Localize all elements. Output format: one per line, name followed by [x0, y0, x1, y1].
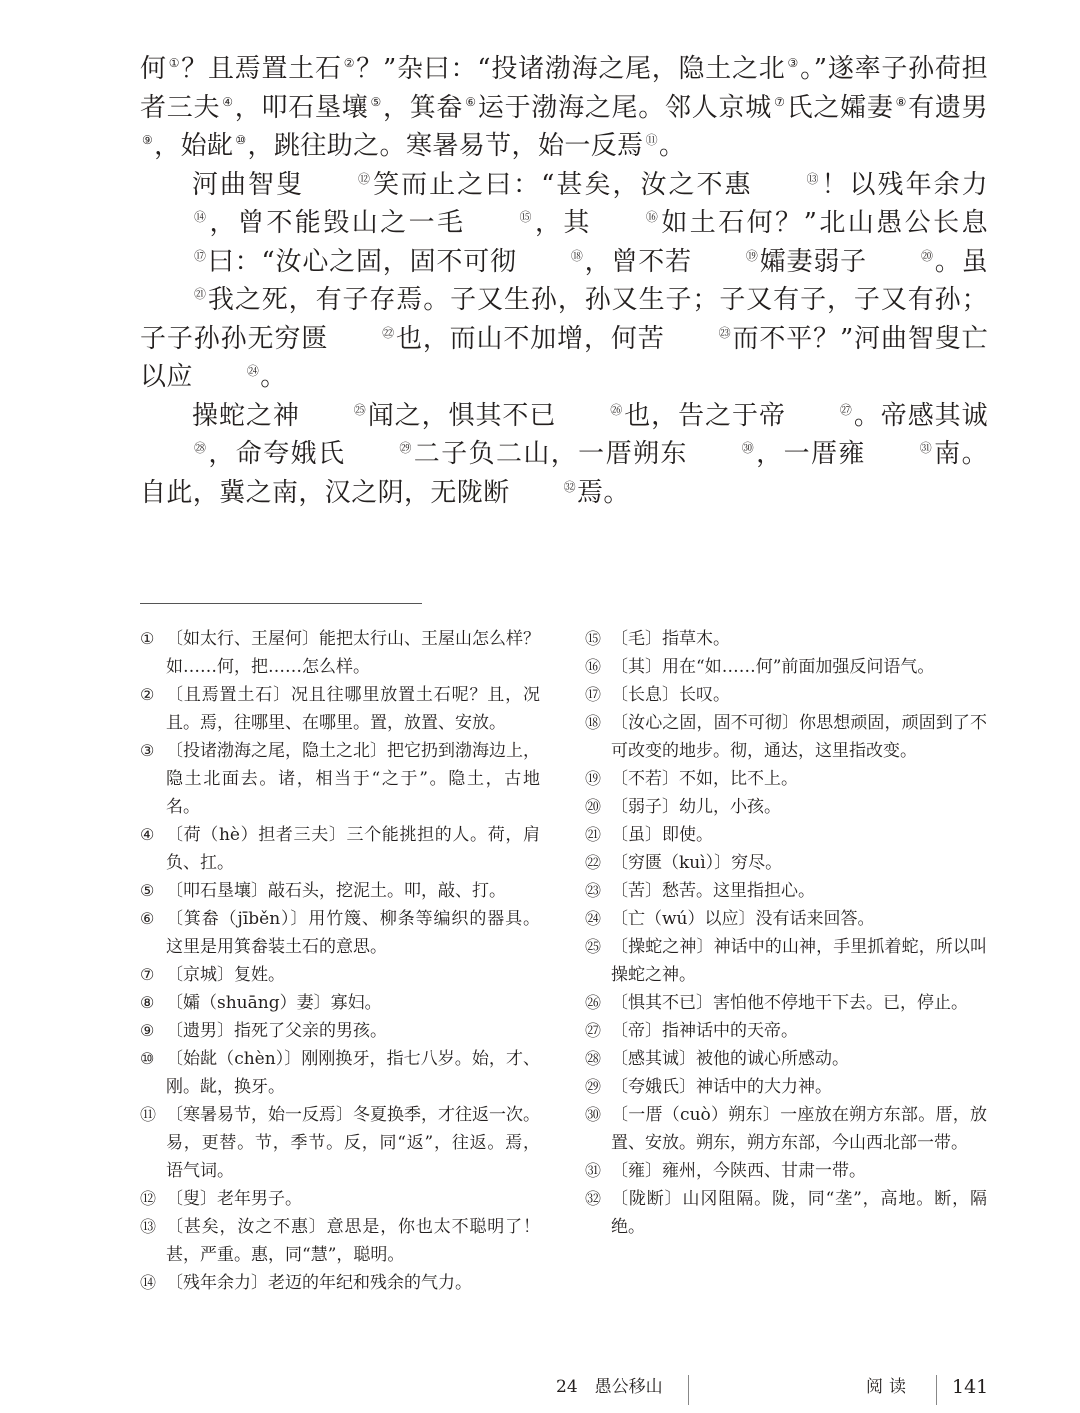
footnote-text: 〔京城〕复姓。 — [166, 965, 285, 985]
footnote-reference: ㉕ — [353, 402, 367, 417]
footnote-number: ⑤ — [140, 881, 155, 900]
footnote-number: ⑯ — [585, 657, 602, 676]
footnote-reference: ㉔ — [246, 364, 260, 379]
footnote-reference: ㉙ — [399, 441, 412, 456]
footnote — [585, 933, 987, 989]
text-run: 。 — [260, 362, 287, 392]
footnote-reference: ㉑ — [194, 287, 207, 302]
footnote-reference: ⑯ — [645, 210, 659, 225]
footnote — [585, 1101, 987, 1157]
text-run: 我之死，有子存焉。子又生孙，孙又生子；子又有子，子又有孙；子子孙孙无穷匮 — [140, 285, 988, 354]
footer-separator — [936, 1375, 937, 1405]
footnote-reference: ③ — [787, 56, 799, 71]
footnote — [585, 989, 987, 1017]
footnote — [585, 681, 987, 709]
footnote-text: 〔孀（shuāng）妻〕寡妇。 — [166, 993, 382, 1013]
footnote — [140, 1045, 540, 1101]
footer-separator — [688, 1375, 689, 1405]
footnote — [585, 849, 987, 877]
text-run: 焉。 — [577, 477, 630, 508]
footnote-text: 〔寒暑易节，始一反焉〕冬夏换季，才往返一次。易，更替。节，季节。反，同“返”，往返。焉，语气词。 — [166, 1105, 540, 1181]
footnote-reference: ⑳ — [920, 248, 934, 263]
footnote-number: ③ — [140, 741, 155, 760]
footnote-reference: ⑩ — [235, 133, 247, 148]
footnote-number: ⑱ — [585, 713, 602, 732]
paragraph — [140, 50, 988, 166]
footnote-number: ④ — [140, 825, 155, 844]
footnote — [585, 1045, 987, 1073]
footnote-reference: ② — [343, 56, 355, 71]
footnote-text: 〔操蛇之神〕神话中的山神，手里抓着蛇，所以叫操蛇之神。 — [611, 937, 987, 985]
footnote-text: 〔甚矣，汝之不惠〕意思是，你也太不聪明了！甚，严重。惠，同“慧”，聪明。 — [166, 1217, 540, 1265]
text-run: 氏之孀妻 — [786, 92, 894, 123]
footnote-number: ㉗ — [585, 1021, 602, 1040]
footnote-reference: ㉚ — [741, 441, 755, 456]
footnote — [140, 961, 540, 989]
text-run: 孀妻弱子 — [759, 246, 867, 277]
footnotes-left-column — [140, 625, 540, 1297]
text-run: ，命夸娥氏 — [207, 439, 346, 469]
footnote-text: 〔叩石垦壤〕敲石头，挖泥土。叩，敲、打。 — [166, 881, 506, 901]
footnote-number: ⑲ — [585, 769, 602, 788]
footnote-reference: ㉗ — [839, 402, 853, 417]
footnote-text: 〔穷匮（kuì）〕穷尽。 — [611, 853, 783, 873]
footnote-reference: ㉜ — [563, 479, 577, 494]
footnote — [585, 625, 987, 653]
footnote-number: ⑨ — [140, 1021, 155, 1040]
section-name: 阅读 — [866, 1377, 912, 1397]
footnote-number: ⑳ — [585, 797, 602, 816]
footnote-text: 〔荷（hè）担者三夫〕三个能挑担的人。荷，肩负、扛。 — [166, 825, 540, 873]
footnote-number: ㉔ — [585, 909, 602, 928]
footnote-reference: ⑧ — [895, 94, 907, 109]
footnote-text: 〔虽〕即使。 — [611, 825, 713, 845]
footnote-text: 〔惧其不已〕害怕他不停地干下去。已，停止。 — [611, 993, 968, 1013]
paragraph — [140, 397, 988, 513]
footnote — [140, 905, 540, 961]
text-run: 南。自此，冀之南，汉之阴，无陇断 — [140, 439, 988, 508]
text-run: 笑而止之曰：“甚矣，汝之不惠 — [371, 169, 753, 200]
footnote-number: ㉓ — [585, 881, 602, 900]
text-run: ？”杂曰：“投诸渤海之尾，隐土之北 — [355, 54, 786, 84]
footnote-number: ⑦ — [140, 965, 155, 984]
footnote-number: ⑫ — [140, 1189, 157, 1208]
text-run: 操蛇之神 — [192, 400, 300, 431]
footnote — [140, 821, 540, 877]
text-run: 如土石何？”北山愚公长息 — [659, 208, 988, 238]
footnote-reference: ④ — [222, 94, 234, 109]
footnote-number: ⑭ — [140, 1273, 157, 1292]
footnote-text: 〔感其诚〕被他的诚心所感动。 — [611, 1049, 849, 1069]
text-run: ，跳往助之。寒暑易节，始一反焉 — [247, 131, 644, 161]
footnote-text: 〔投诸渤海之尾，隐土之北〕把它扔到渤海边上，隐土北面去。诸，相当于“之于”。隐土，古地名。 — [166, 741, 540, 817]
footnote-number: ㉘ — [585, 1049, 602, 1068]
footnote — [140, 1213, 540, 1269]
footnote-text: 〔遗男〕指死了父亲的男孩。 — [166, 1021, 387, 1041]
footnote-text: 〔叟〕老年男子。 — [166, 1189, 302, 1209]
footnote-text: 〔苦〕愁苦。这里指担心。 — [611, 881, 815, 901]
footnote-divider — [140, 603, 422, 604]
footnote — [140, 1185, 540, 1213]
footnote-reference: ⑱ — [570, 248, 584, 263]
footnote — [585, 1017, 987, 1045]
footnote — [585, 905, 987, 933]
footnote-reference: ⑮ — [519, 210, 532, 225]
footnote-text: 〔亡（wú）以应〕没有话来回答。 — [611, 909, 875, 929]
footnote-reference: ⑰ — [194, 248, 207, 263]
footnote-text: 〔陇断〕山冈阻隔。陇，同“垄”，高地。断，隔绝。 — [611, 1189, 987, 1237]
footnote — [585, 1073, 987, 1101]
footnote-reference: ⑤ — [370, 94, 382, 109]
footnote — [140, 681, 540, 737]
footnote-number: ⑰ — [585, 685, 602, 704]
main-text — [140, 50, 988, 512]
footnote — [140, 1269, 540, 1297]
text-run: ，箕畚 — [382, 92, 464, 123]
text-run: 。虽 — [934, 246, 988, 277]
text-run: 二子负二山，一厝朔东 — [412, 439, 688, 469]
footnote — [140, 1101, 540, 1185]
footnote — [585, 1185, 987, 1241]
footnote-text: 〔其〕用在“如……何”前面加强反问语气。 — [611, 657, 935, 677]
footnote-reference: ⑨ — [142, 133, 154, 148]
footnote-number: ㉜ — [585, 1189, 602, 1208]
footnote — [585, 877, 987, 905]
footnote — [140, 737, 540, 821]
page-footer — [0, 1375, 1080, 1405]
footnote-number: ㉖ — [585, 993, 602, 1012]
footnote-text: 〔残年余力〕老迈的年纪和残余的气力。 — [166, 1273, 472, 1293]
footnote-text: 〔弱子〕幼儿，小孩。 — [611, 797, 781, 817]
text-run: 而不平？”河曲智叟亡以应 — [140, 323, 988, 392]
text-run: ，叩石垦壤 — [234, 92, 369, 123]
footnote-number: ① — [140, 629, 155, 648]
footnote-number: ㉕ — [585, 937, 602, 956]
footnote-reference: ㉒ — [382, 325, 395, 340]
text-run: 有遗男 — [907, 92, 988, 123]
text-run: 。帝感其诚 — [853, 400, 988, 431]
footnote-number: ㉚ — [585, 1105, 602, 1124]
text-run: 闻之，惧其不已 — [367, 400, 557, 431]
page-number: 141 — [952, 1376, 989, 1398]
footnote-text: 〔夸娥氏〕神话中的大力神。 — [611, 1077, 832, 1097]
footnote-reference: ① — [168, 56, 180, 71]
footnote — [140, 989, 540, 1017]
footnote-number: ⑧ — [140, 993, 155, 1012]
footnote — [140, 625, 540, 681]
footnote-reference: ㉓ — [718, 325, 732, 340]
footnote-reference: ⑦ — [774, 94, 786, 109]
footnote — [140, 877, 540, 905]
footnote — [585, 653, 987, 681]
footnote-reference: ⑪ — [645, 133, 658, 148]
footnote-reference: ⑬ — [806, 171, 819, 186]
text-run: ，曾不能毁山之一毛 — [207, 208, 466, 238]
footnote-number: ㉛ — [585, 1161, 602, 1180]
footnote-text: 〔如太行、王屋何〕能把太行山、王屋山怎么样？如……何，把……怎么样。 — [166, 629, 540, 677]
text-run: 河曲智叟 — [192, 169, 305, 200]
paragraph — [140, 166, 988, 397]
text-run: ！以残年余力 — [819, 169, 988, 200]
footnote-reference: ⑭ — [194, 210, 207, 225]
text-run: ，始龀 — [154, 131, 234, 161]
footnote-number: ⑮ — [585, 629, 602, 648]
text-run: ，曾不若 — [584, 246, 692, 277]
text-run: 运于渤海之尾。邻人京城 — [477, 92, 773, 123]
footnote-number: ㉒ — [585, 853, 602, 872]
text-run: 也，而山不加增，何苦 — [395, 323, 665, 354]
text-run: 何 — [140, 54, 167, 84]
footnote — [585, 1157, 987, 1185]
text-run: 曰：“汝心之固，固不可彻 — [207, 246, 517, 277]
footnotes-right-column — [585, 625, 987, 1241]
footnote-reference: ㉘ — [194, 441, 207, 456]
footnote-text: 〔长息〕长叹。 — [611, 685, 730, 705]
footnote-number: ㉙ — [585, 1077, 602, 1096]
footnote-text: 〔始龀（chèn）〕刚刚换牙，指七八岁。始，才、刚。龀，换牙。 — [166, 1049, 540, 1097]
footnote — [585, 821, 987, 849]
text-run: 。”遂率子孙荷担者三夫 — [140, 54, 988, 123]
text-run: 。 — [658, 131, 686, 161]
footnote — [140, 1017, 540, 1045]
footnote — [585, 709, 987, 765]
footnote-text: 〔汝心之固，固不可彻〕你思想顽固，顽固到了不可改变的地步。彻，通达，这里指改变。 — [611, 713, 987, 761]
text-run: 也，告之于帝 — [623, 400, 786, 431]
footnote-text: 〔毛〕指草木。 — [611, 629, 730, 649]
text-run: ，一厝雍 — [755, 439, 866, 469]
footnote-reference: ⑥ — [465, 94, 477, 109]
footnote-reference: ⑲ — [745, 248, 759, 263]
footnote-text: 〔且焉置土石〕况且往哪里放置土石呢？且，况且。焉，往哪里、在哪里。置，放置、安放。 — [166, 685, 540, 733]
footnote-text: 〔一厝（cuò）朔东〕一座放在朔方东部。厝，放置、安放。朔东，朔方东部，今山西北部一带。 — [611, 1105, 987, 1153]
footnote-reference: ㉖ — [610, 402, 623, 417]
footnote-number: ⑩ — [140, 1049, 155, 1068]
text-run: ？且焉置土石 — [180, 54, 342, 84]
footnote-number: ② — [140, 685, 155, 704]
footnote-text: 〔不若〕不如，比不上。 — [611, 769, 798, 789]
footnote-number: ⑬ — [140, 1217, 157, 1236]
footnote — [585, 793, 987, 821]
footnote-reference: ⑫ — [358, 171, 371, 186]
footnote — [585, 765, 987, 793]
footnote-number: ⑥ — [140, 909, 155, 928]
footnote-text: 〔雍〕雍州，今陕西、甘肃一带。 — [611, 1161, 866, 1181]
footnote-text: 〔箕畚（jīběn）〕用竹篾、柳条等编织的器具。这里是用箕畚装土石的意思。 — [166, 909, 540, 957]
text-run: ，其 — [532, 208, 592, 238]
footnote-reference: ㉛ — [919, 441, 933, 456]
lesson-title: 24 愚公移山 — [556, 1377, 663, 1397]
footnote-number: ⑪ — [140, 1105, 157, 1124]
footnote-text: 〔帝〕指神话中的天帝。 — [611, 1021, 798, 1041]
footnote-number: ㉑ — [585, 825, 602, 844]
